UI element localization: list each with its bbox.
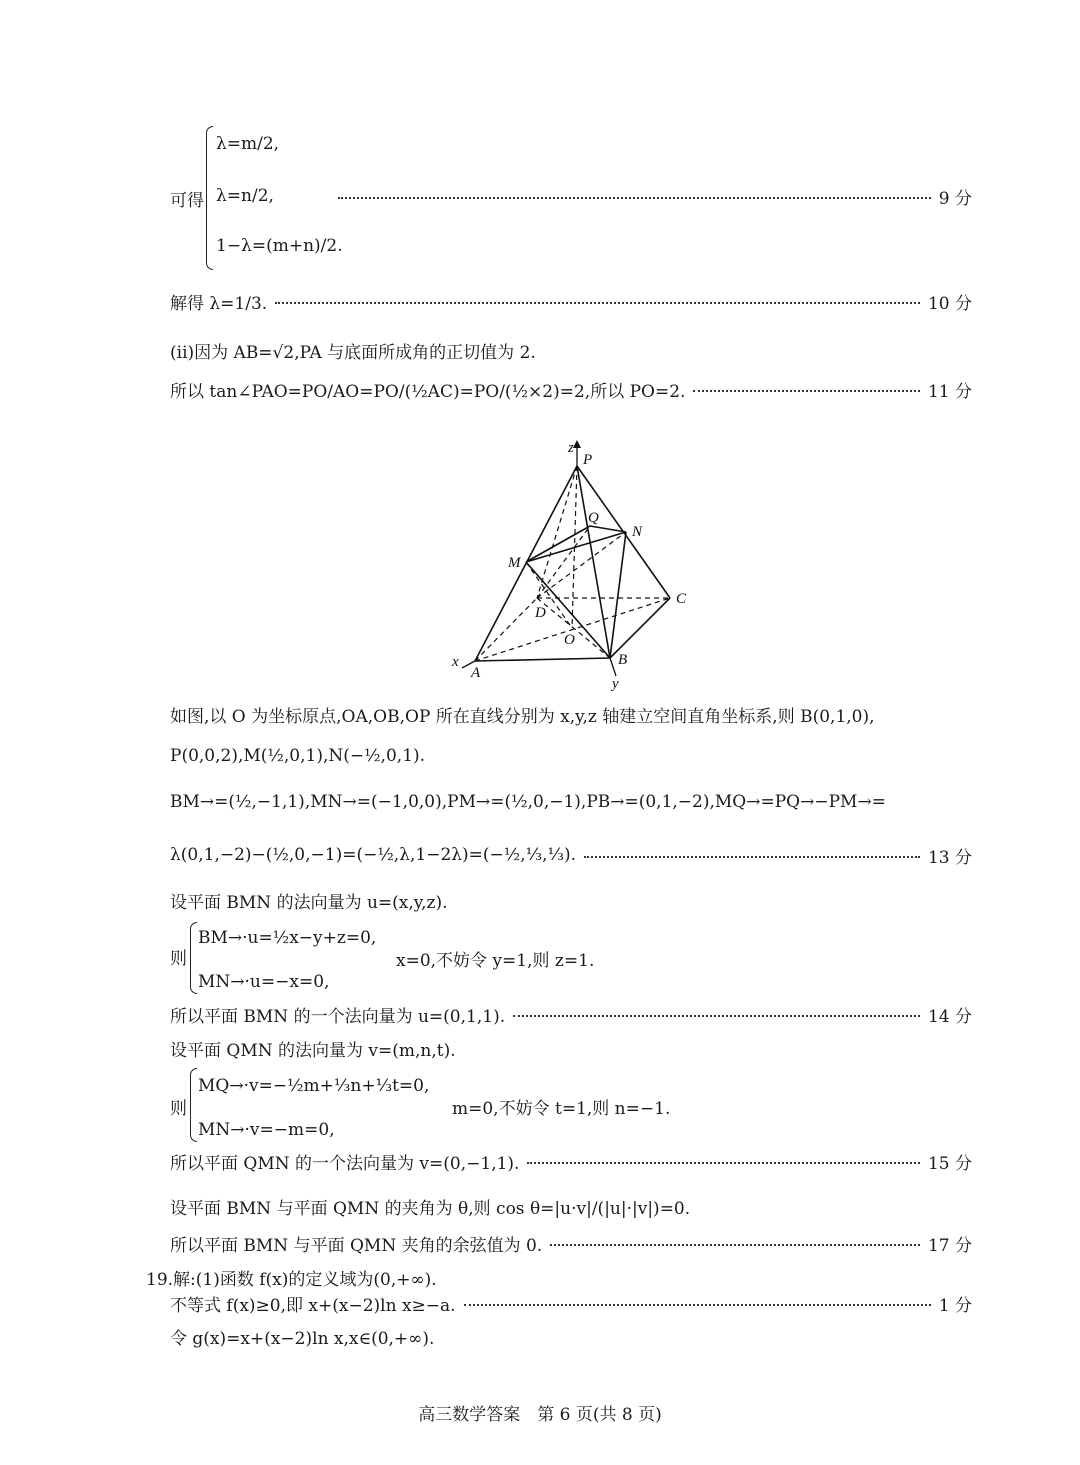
page-footer: 高三数学答案 第 6 页(共 8 页) xyxy=(418,1405,662,1425)
label-D: D xyxy=(535,605,546,621)
edge-AB xyxy=(475,658,610,661)
line-g: 令 g(x)=x+(x−2)ln x,x∈(0,+∞). xyxy=(170,1329,435,1349)
system2-tail: x=0,不妨令 y=1,则 z=1. xyxy=(396,951,595,971)
line-angle: 设平面 BMN 与平面 QMN 的夹角为 θ,则 cos θ=|u·v|/(|u|·|v|)=0. xyxy=(170,1199,691,1219)
system2-row-1: BM→·u=½x−y+z=0, xyxy=(198,928,377,948)
score-17: 17 分 xyxy=(927,1235,972,1256)
label-P: P xyxy=(583,452,593,468)
label-x: x xyxy=(452,654,459,670)
system2-label: 则 xyxy=(170,949,187,969)
system2-row-2: MN→·u=−x=0, xyxy=(198,972,330,992)
label-Q: Q xyxy=(588,510,599,526)
score-11: 11 分 xyxy=(927,381,972,402)
system1-label: 可得 xyxy=(170,191,204,211)
edge-DQ xyxy=(537,526,590,598)
edge-DB xyxy=(537,598,610,658)
score-15: 15 分 xyxy=(927,1153,972,1174)
line-14: 所以平面 BMN 的一个法向量为 u=(0,1,1). 14 分 xyxy=(170,997,972,1031)
label-M: M xyxy=(508,555,521,571)
system3-brace xyxy=(190,1068,197,1142)
label-y: y xyxy=(612,676,619,692)
line-13: λ(0,1,−2)−(½,0,−1)=(−½,λ,1−2λ)=(−½,⅓,⅓). 13 分 xyxy=(170,838,972,872)
label-B: B xyxy=(618,652,628,668)
score-14: 14 分 xyxy=(927,1006,972,1027)
system1-row-1: λ=m/2, xyxy=(216,134,280,154)
line-17: 所以平面 BMN 与平面 QMN 夹角的余弦值为 0. 17 分 xyxy=(170,1226,972,1260)
system1-brace xyxy=(206,126,213,270)
line-points: P(0,0,2),M(½,0,1),N(−½,0,1). xyxy=(170,746,426,766)
z-axis-arrow xyxy=(573,440,581,448)
score-1: 1 分 xyxy=(938,1295,972,1316)
edge-PB xyxy=(577,466,610,658)
line-coords: 如图,以 O 为坐标原点,OA,OB,OP 所在直线分别为 x,y,z 轴建立空间直角坐标系,则 B(0,1,0), xyxy=(170,707,875,727)
label-N: N xyxy=(632,524,643,540)
label-C: C xyxy=(676,591,687,607)
line-normal-u: 设平面 BMN 的法向量为 u=(x,y,z). xyxy=(170,893,448,913)
edge-MO xyxy=(526,562,572,628)
line-ii: (ii)因为 AB=√2,PA 与底面所成角的正切值为 2. xyxy=(170,343,536,363)
label-z: z xyxy=(568,440,574,456)
system3-row-2: MN→·v=−m=0, xyxy=(198,1120,335,1140)
edge-BC xyxy=(610,598,670,658)
edge-DN xyxy=(537,532,626,598)
line-vectors: BM→=(½,−1,1),MN→=(−1,0,0),PM→=(½,0,−1),PB→=(0,1,−2),MQ→=PQ→−PM→= xyxy=(170,792,886,812)
edge-AC xyxy=(475,598,670,661)
line-9 xyxy=(330,179,972,213)
score-10: 10 分 xyxy=(927,293,972,314)
score-9: 9 分 xyxy=(938,188,972,209)
line-11: 所以 tan∠PAO=PO/AO=PO/(½AC)=PO/(½×2)=2,所以 PO=2. 11 分 xyxy=(170,372,972,406)
system1-row-3: 1−λ=(m+n)/2. xyxy=(216,236,343,256)
system3-tail: m=0,不妨令 t=1,则 n=−1. xyxy=(452,1099,671,1119)
line-1: 不等式 f(x)≥0,即 x+(x−2)ln x≥−a. 1 分 xyxy=(170,1286,972,1320)
label-A: A xyxy=(471,665,481,681)
line-normal-v: 设平面 QMN 的法向量为 v=(m,n,t). xyxy=(170,1041,456,1061)
system3-row-1: MQ→·v=−½m+⅓n+⅓t=0, xyxy=(198,1076,430,1096)
label-O: O xyxy=(564,632,575,648)
system2-brace xyxy=(190,922,197,994)
line-q19: 19.解:(1)函数 f(x)的定义域为(0,+∞). xyxy=(146,1270,437,1290)
system3-label: 则 xyxy=(170,1099,187,1119)
line-10: 解得 λ=1/3. 10 分 xyxy=(170,284,972,318)
edge-PA xyxy=(475,466,577,661)
edge-NB xyxy=(610,532,626,658)
line-15: 所以平面 QMN 的一个法向量为 v=(0,−1,1). 15 分 xyxy=(170,1144,972,1178)
system1-row-2: λ=n/2, xyxy=(216,186,274,206)
edge-AD xyxy=(475,598,537,661)
score-13: 13 分 xyxy=(927,847,972,868)
pyramid-figure xyxy=(440,436,700,692)
y-axis xyxy=(610,658,616,676)
